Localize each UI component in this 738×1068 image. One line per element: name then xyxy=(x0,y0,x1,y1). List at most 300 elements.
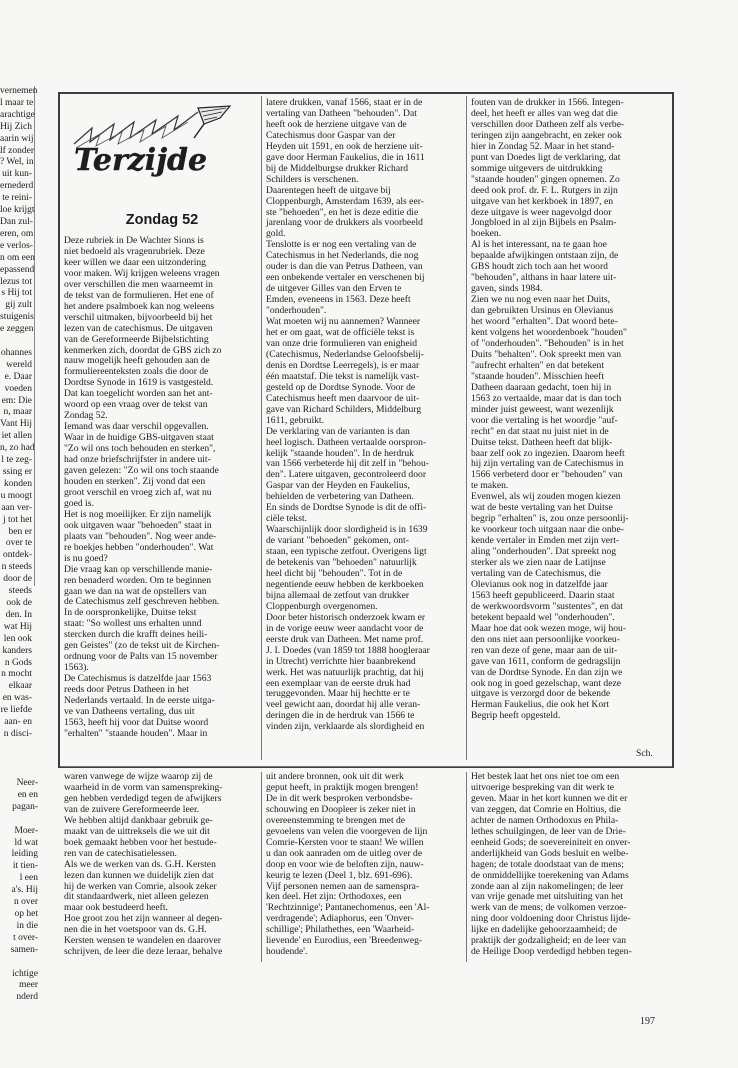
text-line: t over- xyxy=(13,932,38,943)
text-line: in die xyxy=(16,920,38,931)
text-line: n Gods xyxy=(4,657,32,668)
text-line: steeds xyxy=(8,586,32,597)
text-line: nen die in het voetspoor van ds. G.H. xyxy=(64,924,207,936)
text-line: 1611, gebruikt. xyxy=(266,414,324,426)
text-line: van de Dordtse Synode. En dan zijn we xyxy=(471,666,623,678)
text-line: Hij Zich xyxy=(0,121,32,132)
text-line: den ons niet aan persoonlijke voorkeu- xyxy=(471,633,620,645)
text-line: aan- en xyxy=(4,717,32,728)
text-line: en was- xyxy=(2,693,32,704)
text-line: Zien we nu nog even naar het Duits, xyxy=(471,294,611,306)
text-line: Catechismus heeft men daarvoor de uit- xyxy=(266,392,420,404)
text-line: van de Gereformeerde Bijbelstichting xyxy=(64,333,209,345)
text-line: latere drukken, vanaf 1566, staat er in de xyxy=(266,97,423,108)
text-line: Zondag 52. xyxy=(64,410,108,422)
text-line: lezen van de catechismus. De uitgaven xyxy=(64,322,213,334)
text-line: heel dicht bij "behouden". Tot in de xyxy=(266,567,403,579)
text-line: Datheen daaraan gedacht, toen hij in xyxy=(471,381,612,393)
bottom-column-3 xyxy=(471,772,667,962)
text-line: Dordtse Synode in 1619 is vastgesteld. xyxy=(64,377,214,389)
text-line: aarin wij xyxy=(0,133,34,144)
text-line: ohannes xyxy=(0,347,32,358)
text-line: l te zeg- xyxy=(1,455,32,466)
text-line: em: Die xyxy=(1,395,32,406)
text-line: behielden de verbetering van Datheen. xyxy=(266,491,414,503)
text-line: Duits "behalten". Ook spreekt men van xyxy=(471,348,622,360)
text-line: e verlos- xyxy=(0,240,33,251)
text-line: houdende'. xyxy=(266,946,308,958)
text-line: boeken. xyxy=(471,228,502,240)
text-line: kende vertaler in Emden met zijn vert- xyxy=(471,535,620,547)
previous-page-margin xyxy=(0,86,38,739)
text-line: werk van de mens; de volkomen verzoe- xyxy=(471,902,627,914)
text-line: Begrip heeft opgesteld. xyxy=(471,710,561,722)
text-line: staat: "So wollest uns erhalten unnd xyxy=(64,618,202,630)
text-line: (Catechismus, Nederlandse Geloofsbelij- xyxy=(266,348,424,360)
text-line: konden xyxy=(4,478,32,489)
text-line: Herman Faukelius, die ook het Kort xyxy=(471,699,610,711)
text-line: ve van Datheens vertaling, dus uit xyxy=(64,705,195,717)
text-line: n over xyxy=(13,897,38,908)
text-line: eenheid Gods; de soevereiniteit en onver- xyxy=(471,836,631,848)
text-line: ? Wel, in xyxy=(0,157,34,168)
text-line: vinden zijn, verklaarde als slordigheid en xyxy=(266,721,425,733)
text-line: boek gemaakt hebben voor het bestude- xyxy=(64,836,217,848)
text-line: In de oorspronkelijke, Duitse tekst xyxy=(64,607,197,619)
text-line: de tekst van de formulieren. Het ene of xyxy=(64,289,214,301)
text-line: schrijven, de leer die deze leraar, behalve xyxy=(64,946,223,958)
text-line: lethes schuilgingen, de leer van de Drie- xyxy=(471,825,626,837)
text-line: hij de werken van Comrie, alsook zeker xyxy=(64,880,217,892)
column-divider xyxy=(261,772,262,962)
text-line: van onze drie formulieren van enigheid xyxy=(266,337,418,349)
text-line: groot verschil en vroeg zich af, wat nu xyxy=(64,486,212,498)
text-line: deed ook prof. dr. F. L. Rutgers in zijn xyxy=(471,184,618,196)
text-line: de Heilige Doop verdedigd hebben tegen- xyxy=(471,946,632,958)
text-line: den. In xyxy=(5,609,32,620)
text-line: lf zonder xyxy=(0,145,35,156)
article-column-2 xyxy=(266,98,462,764)
text-line: ciële tekst. xyxy=(266,513,308,525)
text-line: l maar te xyxy=(0,97,34,108)
text-line: ook uitgaven waar "behoeden" staat in xyxy=(64,519,212,531)
text-line: Evenwel, als wij zouden mogen kiezen xyxy=(471,491,621,503)
text-line: Die vraag kan op verschillende manie- xyxy=(64,563,213,575)
text-line: voeden xyxy=(4,383,32,394)
text-line: Maar hoe dat ook wezen moge, wij hou- xyxy=(471,622,627,634)
text-line: veel gewicht aan, doordat hij alle veran- xyxy=(266,699,421,711)
text-line: ren van de catechisatielessen. xyxy=(64,847,177,859)
text-line: j tot het xyxy=(2,514,32,525)
text-line: ernederd xyxy=(0,181,34,192)
text-line: deze uitgave is weer nagevolgd door xyxy=(471,206,612,218)
text-line: "staande houden" gingen opnemen. Zo xyxy=(471,173,620,185)
text-line: van de zuivere Gereformeerde leer. xyxy=(64,803,200,815)
text-line: Daarentegen heeft de uitgave bij xyxy=(266,184,391,196)
text-line: negentiende eeuw hebben de kerkboeken xyxy=(266,578,424,590)
text-line: ook de xyxy=(6,597,32,608)
text-line: Heyden uit 1591, en ook de herziene uit- xyxy=(266,140,423,152)
text-line xyxy=(0,957,40,969)
text-line: maakt van de uittreksels die we uit dit xyxy=(64,825,210,837)
text-line: 1563 heeft gepubliceerd. Daarin staat xyxy=(471,589,615,601)
text-line: fouten van de drukker in 1566. Integen- xyxy=(471,97,624,108)
text-line: stercken durch die krafft deines heili- xyxy=(64,629,208,641)
text-line: ren van deze of gene, maar aan de uit- xyxy=(471,644,618,656)
terzijde-logo xyxy=(70,104,244,178)
text-line: begrip "erhalten" is, zou onze persoonlij- xyxy=(471,513,629,525)
text-line: van vrije genade met uitsluiting van het xyxy=(471,891,623,903)
text-line: ld wat xyxy=(14,837,38,848)
text-line: Emden, eveneens in 1563. Deze heeft xyxy=(266,294,411,306)
text-line: pagan- xyxy=(12,801,38,812)
text-line: Wat moeten wij nu aannemen? Wanneer xyxy=(266,316,421,328)
text-line: gen hebben verdedigd tegen de afwijkers xyxy=(64,792,222,804)
text-line: voor maken. Wij krijgen weleens vragen xyxy=(64,267,220,279)
text-line: GBS houdt zich toch aan het woord xyxy=(471,261,608,273)
text-line: stuigenis xyxy=(0,312,34,323)
text-line: plaats van "behouden". Nog weer ande- xyxy=(64,530,217,542)
text-line: punt van Doedes ligt de verklaring, dat xyxy=(471,151,621,163)
article-column-1 xyxy=(64,236,256,764)
text-line: "erhalten" "staande houden". Maar in xyxy=(64,727,208,739)
text-line: leiding xyxy=(11,849,38,860)
text-line: s Hij tot xyxy=(1,288,32,299)
text-line: kenmerken zich, doordat de GBS zich zo xyxy=(64,344,222,356)
text-line: ordnung voor de Palts van 15 november xyxy=(64,651,218,663)
text-line: voor die vertaling is het woordje "auf- xyxy=(471,414,618,426)
text-line: heeft ook de herziene uitgave van de xyxy=(266,118,407,130)
text-line: uitvoerige bespreking van dit werk te xyxy=(471,781,615,793)
logo-text: Terzijde xyxy=(74,143,208,178)
text-line: nauw mogelijk heeft gehouden aan de xyxy=(64,355,210,367)
text-line: overeenstemming te brengen met de xyxy=(266,814,406,826)
text-line: De Catechismus is datzelfde jaar 1563 xyxy=(64,673,212,685)
text-line: jarenlang voor de drukkers als voorbeeld xyxy=(266,217,423,229)
text-line: Jongbloed in al zijn Bijbels en Psalm- xyxy=(471,217,617,229)
text-line: woord op een vraag over de tekst van xyxy=(64,399,208,411)
text-line: len ook xyxy=(3,633,32,644)
text-line: gave door Herman Faukelius, die in 1611 xyxy=(266,151,425,163)
text-line: achter de namen Orthodoxus en Phila- xyxy=(471,814,619,826)
text-line: ook nog in goed gezelschap, want deze xyxy=(471,677,621,689)
section-divider xyxy=(60,766,672,767)
text-line: gaven gelezen: "Zo wil ons toch staande xyxy=(64,465,219,477)
text-line: Nederlands vertaald. In de eerste uitga- xyxy=(64,695,215,707)
text-line: samen- xyxy=(10,944,38,955)
text-line: geput heeft, in praktijk mogen brengen! xyxy=(266,781,419,793)
text-line: de Catechismus zelf geschreven hebben. xyxy=(64,596,220,608)
text-line: De verklaring van de varianten is dan xyxy=(266,425,410,437)
text-line: uit andere bronnen, ook uit dit werk xyxy=(266,771,404,782)
text-line: elkaar xyxy=(8,681,32,692)
text-line: aan ver- xyxy=(1,502,32,513)
text-line: arachtige xyxy=(0,109,35,120)
text-line: lievende' en Eurodius, een 'Breedenweg- xyxy=(266,935,423,947)
text-line: bepaalde afwijkingen ontstaan zijn, de xyxy=(471,250,619,262)
text-line: "Zo wil ons toch behouden en sterken", xyxy=(64,443,216,455)
text-line: te maken. xyxy=(471,480,509,492)
text-line: hier in Zondag 52. Maar in het stand- xyxy=(471,140,615,152)
text-line: keurig te lezen (Deel 1, blz. 691-696). xyxy=(266,869,413,881)
text-line: het andere psalmboek kan nog weleens xyxy=(64,300,214,312)
text-line: over te xyxy=(5,538,32,549)
text-line: ren benaderd worden. Om te beginnen xyxy=(64,574,212,586)
text-line: u dan ook aanraden om de uitleg over de xyxy=(266,847,423,859)
text-line: de uitgever Gilles van den Erven te xyxy=(266,283,402,295)
text-line: verschillen door Datheen zelf als verbe- xyxy=(471,118,625,130)
text-line: lijke en dadelijke gehoorzaamheid; de xyxy=(471,924,617,936)
text-line xyxy=(0,814,40,826)
text-line: het woord "erhalten". Dat woord bete- xyxy=(471,316,618,328)
text-line: bij de Middelburgse drukker Richard xyxy=(266,162,409,174)
text-line: Dat kan toegelicht worden aan het ant- xyxy=(64,388,213,400)
text-line: lezus tot xyxy=(0,276,32,287)
text-line: zonde aan al zijn nakomelingen; de leer xyxy=(471,880,624,892)
text-line: J. I. Doedes (van 1859 tot 1888 hoogleraar xyxy=(266,644,430,656)
text-line: De in dit werk besproken verbondsbe- xyxy=(266,792,413,804)
text-line: denis en Dordtse Leerregels), is er maar xyxy=(266,359,420,371)
text-line: één maatstaf. Die tekst is namelijk vast- xyxy=(266,370,420,382)
text-line: 1566 verbeterd door er "behouden" van xyxy=(471,469,623,481)
text-line: en en xyxy=(17,789,38,800)
text-line: l een xyxy=(19,873,38,884)
text-line: maar ook bestudeerd heeft. xyxy=(64,902,168,914)
text-line: Moer- xyxy=(14,825,38,836)
text-line: Iemand was daar verschil opgevallen. xyxy=(64,421,209,433)
text-line: anderlijkheid van Gods besluit en welbe- xyxy=(471,847,629,859)
text-line: betekent bepaald wel "onderhouden". xyxy=(471,611,615,623)
text-line: wat de beste vertaling van het Duitse xyxy=(471,502,613,514)
text-line: n, zo had xyxy=(0,443,35,454)
text-line: wat Hij xyxy=(3,621,32,632)
text-line: Al is het interessant, na te gaan hoe xyxy=(471,239,607,251)
text-line: Gaspar van der Heyden en Faukelius, xyxy=(266,480,410,492)
text-line: vertaling van de Catechismus, die xyxy=(471,567,601,579)
text-line: schillige'; Philathethes, een 'Waarheid- xyxy=(266,924,415,936)
text-line: ontdek- xyxy=(2,550,32,561)
text-line: eerste druk van Datheen. Met name prof. xyxy=(266,633,424,645)
text-line: n, maar xyxy=(3,407,32,418)
text-line: Tenslotte is er nog een vertaling van de xyxy=(266,239,417,251)
text-line: had onze briefschrijfster in andere uit- xyxy=(64,454,211,466)
article-column-3 xyxy=(471,98,667,748)
text-line: verschil uitmaken, bijvoorbeeld bij het xyxy=(64,311,213,323)
text-line: Vant Hij xyxy=(0,419,32,430)
article-heading: Zondag 52 xyxy=(125,212,199,228)
text-line: gave van Richard Schilders, Middelburg xyxy=(266,403,422,415)
text-line: a's. Hij xyxy=(11,885,38,896)
text-line: "behouden", althans in haar latere uit- xyxy=(471,272,617,284)
text-line: Cloppenburgh, Amsterdam 1639, als eer- xyxy=(266,195,424,207)
text-line: deringen die in de herdruk van 1566 te xyxy=(266,710,415,722)
page-number: 197 xyxy=(640,1016,655,1027)
text-line: gold. xyxy=(266,228,286,240)
text-line: waren vanwege de wijze waarop zij de xyxy=(64,771,213,782)
text-line: meer xyxy=(19,980,38,991)
column-divider xyxy=(466,772,467,962)
text-line: gave van 1611, conform de gedragslijn xyxy=(471,655,621,667)
text-line: gaan we dan na wat de opstellers van xyxy=(64,585,207,597)
text-line: ke voorkeur toch uitgaan naar die onbe- xyxy=(471,524,624,536)
text-line: over verschillen die men waarneemt in xyxy=(64,278,213,290)
text-line: gesteld op de Dordtse Synode. Voor de xyxy=(266,381,416,393)
text-line: "onderhouden". xyxy=(266,305,327,317)
text-line: heel logisch. Datheen vertaalde oorspron- xyxy=(266,436,427,448)
text-line: geven. Maar in het kort kunnen we dit er xyxy=(471,792,628,804)
text-line: Door beter historisch onderzoek kwam er xyxy=(266,611,426,623)
quill-pen-icon xyxy=(194,106,230,138)
text-line: re liefde xyxy=(0,705,32,716)
text-line: formuliereenteksten zoals die door de xyxy=(64,366,209,378)
text-line: vertaling van Datheen "behouden". Dat xyxy=(266,107,417,119)
text-line: gevoelens van velen die voorgeven de lijn xyxy=(266,825,428,837)
text-line: verdragende'; Adiaphorus, een 'Onver- xyxy=(266,913,414,925)
text-line: schouwing en Doopleer is zeker niet in xyxy=(266,803,416,815)
text-line: We hebben altijd dankbaar gebruik ge- xyxy=(64,814,213,826)
text-line: e zeggen xyxy=(0,324,34,335)
text-line: het er om gaat, wat de officiële tekst is xyxy=(266,327,415,339)
text-line: werk. Het was natuurlijk prachtig, dat hij xyxy=(266,666,424,678)
text-line: 1563 zo vertaalde, maar dat is dan toch xyxy=(471,392,622,404)
text-line: op het xyxy=(14,908,38,919)
text-line: van zeggen, dat Comrie en Holtius, die xyxy=(471,803,621,815)
text-line: praktijk der godzaligheid; en de leer van xyxy=(471,935,627,947)
text-line: deel, het heeft er alles van weg dat die xyxy=(471,107,618,119)
text-line: Het is nog moeilijker. Er zijn namelijk xyxy=(64,508,212,520)
text-line: Vijf personen nemen aan de samenspra- xyxy=(266,880,420,892)
text-line: uitgave is verzorgd door de bekende xyxy=(471,688,611,700)
text-line: "aufrecht erhalten" en dat betekent xyxy=(471,359,605,371)
text-line: Het bestek laat het ons niet toe om een xyxy=(471,771,620,782)
bottom-column-2 xyxy=(266,772,462,962)
text-line xyxy=(0,336,34,348)
text-line: lezen dan kunnen we duidelijk zien dat xyxy=(64,869,214,881)
text-line: epassend xyxy=(0,264,35,275)
text-line: te reini- xyxy=(2,193,32,204)
text-line: bijna allemaal de zetfout van drukker xyxy=(266,589,410,601)
text-line: in Utrecht) verrichtte hier baanbrekend xyxy=(266,655,416,667)
text-line: den". Latere uitgaven, gecontroleerd door xyxy=(266,469,427,481)
text-line: de variant "behoeden" gekomen, ont- xyxy=(266,535,409,547)
text-line: u moogt xyxy=(0,490,32,501)
text-line: is nu goed? xyxy=(64,552,108,564)
text-line: aling "onderhouden". Dat spreekt nog xyxy=(471,546,617,558)
text-line: houden en sterken". Zij vond dat een xyxy=(64,475,206,487)
text-line: Kersten wensen te wandelen en daarover xyxy=(64,935,221,947)
text-line: ichtige xyxy=(12,968,38,979)
text-line: n disci- xyxy=(3,728,32,739)
text-line: waarheid in de vorm van samenspreking- xyxy=(64,781,223,793)
text-line: Waarschijnlijk door slordigheid is in 1639 xyxy=(266,524,428,536)
text-line: gij zult xyxy=(5,300,32,311)
text-line: minder juist geweest, want wezenlijk xyxy=(471,403,614,415)
text-line: Dan zul- xyxy=(0,216,33,227)
text-line: Catechismus in het Nederlands, die nog xyxy=(266,250,419,262)
text-line: gen Geistes" (zo de tekst uit de Kirchen- xyxy=(64,640,220,652)
text-line: sterker als we zien naar de Latijnse xyxy=(471,557,606,569)
author-signature: Sch. xyxy=(636,748,653,759)
text-line: Neer- xyxy=(16,778,38,788)
text-line: of "onderhouden". "Behouden" is in het xyxy=(471,337,624,349)
text-line: keer willen we daar een uitzondering xyxy=(64,256,206,268)
text-line: reeds door Petrus Datheen in het xyxy=(64,684,189,696)
text-line: Olevianus ook nog in datzelfde jaar xyxy=(471,578,608,590)
text-line: ssing er xyxy=(2,467,32,477)
text-line: ste "behoeden", en het is deze editie die xyxy=(266,206,419,218)
text-line: teringen zijn aangebracht, en zeker ook xyxy=(471,129,622,141)
text-line: sommige uitgevers de uitdrukking xyxy=(471,162,603,174)
text-line: loe krijgt xyxy=(0,205,35,216)
text-line: kent volgens het woordenboek "houden" xyxy=(471,327,627,339)
text-line: uit kun- xyxy=(2,169,32,180)
text-line: Catechismus door Gaspar van der xyxy=(266,129,396,141)
text-line: hagen; de totale doodstaat van de mens; xyxy=(471,858,624,870)
text-line: nderd xyxy=(16,992,38,1003)
text-line: door de xyxy=(3,574,32,585)
text-line: it tien- xyxy=(12,861,38,872)
text-line: 'Rechtzinnige'; Pantanechomenus, een 'Al- xyxy=(266,902,430,914)
text-line: Deze rubriek in De Wachter Sions is xyxy=(64,235,204,246)
text-line: goed is. xyxy=(64,497,94,509)
text-line: gaven, sinds 1984. xyxy=(471,283,543,295)
text-line: de betekenis van "behoeden" natuurlijk xyxy=(266,557,417,569)
text-line: hij zijn vertaling van de Catechismus in xyxy=(471,458,624,470)
previous-page-margin-lower xyxy=(0,778,40,1003)
text-line: staan, een typische zetfout. Overigens ligt xyxy=(266,546,427,558)
column-divider xyxy=(466,96,467,760)
text-line: wereld xyxy=(6,359,32,370)
text-line: 1563, heeft hij voor dat Duitse woord xyxy=(64,716,209,728)
text-line: ben er xyxy=(8,526,32,537)
text-line: e. Daar xyxy=(4,371,32,382)
text-line: de werkwoordsvorm "sustentes", en dat xyxy=(471,600,623,612)
text-line: kelijk "staande houden". In de herdruk xyxy=(266,447,414,459)
bottom-column-1 xyxy=(64,772,256,962)
text-line: ouder is dan die van Petrus Datheen, van xyxy=(266,261,423,273)
text-line: Comrie-Kersten voor te staan! We willen xyxy=(266,836,424,848)
text-line: kanders xyxy=(2,645,32,656)
text-line: En sinds de Dordtse Synode is dit de offi- xyxy=(266,502,427,514)
text-line: vernemen xyxy=(0,86,38,96)
text-line: een onbekende vertaler en verschenen bij xyxy=(266,272,425,284)
text-line: Schilders is verschenen. xyxy=(266,173,359,185)
text-line: eren, om xyxy=(0,228,34,239)
text-line: ning door voldoening door Christus lijde- xyxy=(471,913,631,925)
text-line: 1563). xyxy=(64,662,89,674)
text-line: ken deel. Het zijn: Orthodoxes, een xyxy=(266,891,402,903)
text-line: "staande houden". Misschien heeft xyxy=(471,370,605,382)
text-line: iet allen xyxy=(1,431,32,442)
text-line: doop en voor wie de beloften zijn, nauw- xyxy=(266,858,424,870)
text-line: n mocht xyxy=(1,669,32,680)
text-line: dan gebruikten Ursinus en Olevianus xyxy=(471,305,614,317)
text-line: Cloppenburgh overgenomen. xyxy=(266,600,378,612)
text-line: teruggevonden. Maar hij hechtte er te xyxy=(266,688,410,700)
text-line: n steeds xyxy=(1,562,32,573)
text-line: niet bedoeld als vragenrubriek. Deze xyxy=(64,245,205,257)
text-line: baar zelf ook zo ingezien. Daarom heeft xyxy=(471,447,625,459)
text-line: van 1566 verbeterde hij dit zelf in "behou- xyxy=(266,458,429,470)
text-line: een exemplaar van de eerste druk had xyxy=(266,677,411,689)
text-line: Duitse tekst. Datheen heeft dat blijk- xyxy=(471,436,613,448)
text-line: dit standaardwerk, niet alleen gelezen xyxy=(64,891,209,903)
text-line: Waar in de huidige GBS-uitgaven staat xyxy=(64,432,214,444)
text-line: Hoe groot zou het zijn wanneer al degen- xyxy=(64,913,223,925)
text-line: n om een xyxy=(0,252,35,263)
text-line: in de vorige eeuw weer aandacht voor de xyxy=(266,622,424,634)
text-line: Als we de werken van ds. G.H. Kersten xyxy=(64,858,216,870)
